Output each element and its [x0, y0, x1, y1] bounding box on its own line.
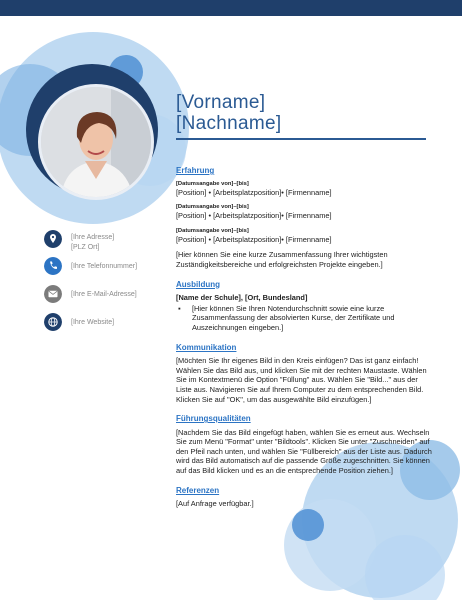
section-references — [176, 486, 434, 509]
references-text: [Auf Anfrage verfügbar.] — [176, 499, 254, 509]
section-title: Ausbildung — [176, 279, 220, 289]
person-photo-icon — [41, 87, 151, 197]
main-content — [176, 166, 434, 519]
last-name: [Nachname] — [176, 113, 282, 134]
job-date: [Datumsangabe von]–[bis] — [176, 180, 249, 187]
name-divider — [176, 138, 426, 140]
section-title: Führungsqualitäten — [176, 414, 251, 424]
section-leadership — [176, 414, 434, 476]
job-entry — [176, 180, 434, 198]
website-icon — [44, 313, 62, 331]
address-line2: [PLZ Ort] — [71, 244, 100, 251]
location-pin-icon — [44, 230, 62, 248]
experience-summary: [Hier können Sie eine kurze Zusammenfassung Ihrer wichtigsten Zuständigkeitsbereiche und erfolgreichsten Projekte eingeben.] — [176, 250, 388, 269]
address-line1: [Ihre Adresse] — [71, 234, 115, 241]
section-experience — [176, 166, 434, 270]
profile-photo[interactable] — [38, 84, 154, 200]
section-title: Kommunikation — [176, 342, 237, 352]
website-url: [Ihre Website] — [71, 319, 115, 326]
email-address: [Ihre E-Mail-Adresse] — [71, 291, 137, 298]
job-entry — [176, 203, 434, 221]
communication-text: [Möchten Sie Ihr eigenes Bild in den Kreis einfügen? Das ist ganz einfach! Wählen Sie das Bild aus, und klicken Sie mit der rechten Maustaste. Wählen Sie im Kontextmenü die Option "Füllung" aus. Wählen Sie "Bild..." aus der Liste aus. Navigieren Sie auf Ihrem Computer zu dem entsprechenden Bild. Klicken Sie auf "OK", um das ausgewählte Bild einzufügen.] — [176, 356, 427, 404]
education-summary: [Hier können Sie Ihren Notendurchschnitt sowie eine kurze Zusammenfassung der absolvierten Kurse, der Zertifikate und Auszeichnungen eingeben.] — [192, 303, 395, 332]
section-education — [176, 280, 434, 333]
section-communication — [176, 343, 434, 405]
job-position: [Position] • [Arbeitsplatzposition]• [Firmenname] — [176, 187, 332, 197]
school-name: [Name der Schule], [Ort, Bundesland] — [176, 293, 308, 303]
job-entry — [176, 227, 434, 245]
bullet-icon: ▪ — [178, 303, 181, 313]
job-date: [Datumsangabe von]–[bis] — [176, 204, 249, 211]
leadership-text: [Nachdem Sie das Bild eingefügt haben, wählen Sie es erneut aus. Wechseln Sie zum Menü "Format" unter "Bildtools". Klicken Sie unter "Zuschneiden" auf den Pfeil nach unten, und wählen Sie "Füllbereich" aus der Liste aus. Dadurch wird das Bild automatisch auf die passende Größe zugeschnitten. Sie können auf das Bild klicken und es an die entsprechende Position ziehen.] — [176, 427, 432, 476]
list-item — [176, 304, 434, 333]
section-title: Referenzen — [176, 485, 220, 495]
email-icon — [44, 285, 62, 303]
job-position: [Position] • [Arbeitsplatzposition]• [Firmenname] — [176, 234, 332, 244]
job-date: [Datumsangabe von]–[bis] — [176, 227, 249, 234]
first-name: [Vorname] — [176, 92, 266, 113]
phone-icon — [44, 257, 62, 275]
phone-number: [Ihre Telefonnummer] — [71, 263, 138, 270]
job-position: [Position] • [Arbeitsplatzposition]• [Firmenname] — [176, 211, 332, 221]
section-title: Erfahrung — [176, 166, 215, 175]
